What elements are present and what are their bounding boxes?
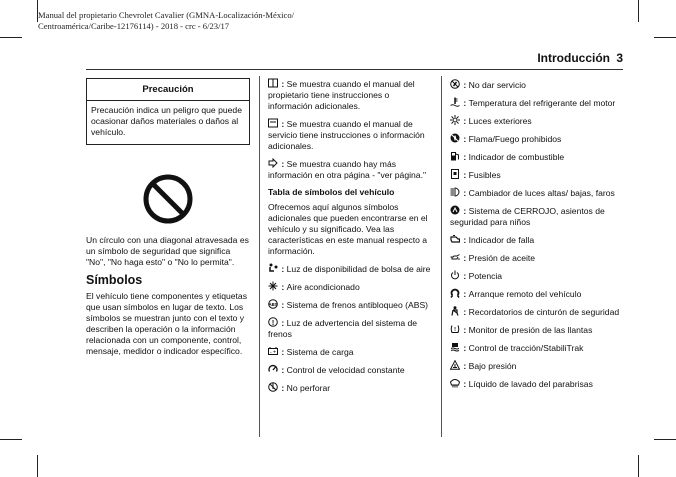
symbol-description: Líquido de lavado del parabrisas — [468, 379, 593, 389]
exterior-lamps-icon — [450, 115, 460, 125]
svg-text:ABS: ABS — [268, 301, 278, 307]
fuses-icon — [450, 169, 460, 179]
column-3 — [450, 79, 624, 396]
symbol-description: Sistema de frenos antibloqueo (ABS) — [286, 300, 429, 310]
symbol-description: Temperatura del refrigerante del motor — [468, 98, 616, 108]
column-1 — [86, 78, 250, 363]
low-pressure-icon — [450, 360, 460, 370]
oil-pressure-icon — [450, 252, 460, 262]
symbol-description: Aire acondicionado — [286, 282, 360, 292]
symbol-entry: : Se muestra cuando el manual de servicio tiene instrucciones o información adicionales. — [268, 119, 425, 151]
abs-icon — [268, 299, 278, 309]
symbol-entry: : Temperatura del refrigerante del motor — [450, 97, 624, 109]
high-beam-icon — [450, 187, 460, 197]
crop-mark — [0, 439, 22, 440]
table-intro: Ofrecemos aquí algunos símbolos adicionales que pueden encontrarse en el vehículo y su significado. Vea las características en este manual respecto a información. — [268, 202, 428, 256]
symbol-entry: : Sistema de CERROJO, asientos de seguridad para niños — [450, 206, 605, 227]
no-sign-icon — [142, 173, 194, 225]
symbol-entry: : Fusibles — [450, 169, 624, 181]
air-conditioning-icon — [268, 281, 278, 291]
crop-mark — [638, 0, 639, 22]
symbol-entry: : Luces exteriores — [450, 115, 624, 127]
crop-mark — [638, 455, 639, 477]
symbol-entry: : Cambiador de luces altas/ bajas, faros — [450, 187, 624, 199]
document-meta: Manual del propietario Chevrolet Cavalier (GMNA-Localización-México/ Centroamérica/Caribe-12176114) - 2018 - crc - 6/23/17 — [38, 10, 295, 31]
symbol-description: Bajo presión — [468, 361, 517, 371]
owner-manual-icon — [268, 78, 278, 88]
symbol-entry: : Indicador de falla — [450, 234, 624, 246]
no-sign-description: Un círculo con una diagonal atravesada es un símbolo de seguridad que significa "No", "No haga esto" o "No lo permita". — [86, 235, 249, 267]
symbol-description: Sistema de carga — [286, 347, 354, 357]
seatbelt-icon — [450, 306, 460, 316]
symbol-entry: - + : Sistema de carga — [268, 346, 434, 358]
symbol-entry: : Presión de aceite — [450, 252, 624, 264]
symbol-description: Presión de aceite — [468, 253, 536, 263]
fuel-gauge-icon — [450, 151, 460, 161]
symbol-description: Luces exteriores — [468, 116, 532, 126]
symbols-heading: Símbolos — [86, 273, 143, 287]
symbol-description: Se muestra cuando hay más información en otra página - "ver página." — [268, 159, 427, 180]
symbol-description: Control de tracción/StabiliTrak — [468, 343, 584, 353]
symbol-description: Se muestra cuando el manual del propietario tiene instrucciones o información adicionales. — [268, 79, 415, 111]
symbol-description: Arranque remoto del vehículo — [468, 289, 582, 299]
symbol-description: Monitor de presión de las llantas — [468, 325, 593, 335]
symbol-description: Flama/Fuego prohibidos — [468, 134, 562, 144]
symbol-description: Luz de advertencia del sistema de frenos — [268, 318, 418, 339]
cruise-control-icon — [268, 364, 278, 374]
column-divider — [441, 76, 442, 437]
section-title: Introducción — [537, 51, 610, 65]
remote-start-icon — [450, 288, 460, 298]
symbol-entry: : Se muestra cuando hay más información en otra página - "ver página." — [268, 159, 427, 180]
svg-text:- +: - + — [270, 349, 276, 356]
page-number: 3 — [616, 51, 623, 65]
crop-mark — [654, 37, 676, 38]
symbol-description: Fusibles — [468, 170, 501, 180]
header-rule — [86, 69, 623, 70]
power-icon — [450, 270, 460, 280]
symbol-entry: : Aire acondicionado — [268, 281, 434, 293]
do-not-service-icon — [450, 79, 460, 89]
latch-icon — [450, 205, 460, 215]
symbol-entry: : Flama/Fuego prohibidos — [450, 133, 624, 145]
symbol-description: No dar servicio — [468, 80, 526, 90]
symbol-entry: : Se muestra cuando el manual del propietario tiene instrucciones o información adicionales. — [268, 79, 415, 111]
crop-mark — [37, 455, 38, 477]
symbol-entry: : Líquido de lavado del parabrisas — [450, 378, 624, 390]
symbol-entry: : No perforar — [268, 382, 434, 394]
svg-text:!: ! — [271, 319, 275, 327]
symbol-entry: : Recordatorios de cinturón de seguridad — [450, 306, 624, 318]
symbol-description: Se muestra cuando el manual de servicio tiene instrucciones o información adicionales. — [268, 119, 425, 151]
arrow-right-icon — [268, 158, 278, 168]
symbol-description: Indicador de falla — [468, 235, 535, 245]
symbol-entry: ABS : Sistema de frenos antibloqueo (ABS) — [268, 300, 429, 310]
symbol-entry: : Indicador de combustible — [450, 151, 624, 163]
symbol-entry: : No dar servicio — [450, 79, 624, 91]
column-divider — [259, 76, 260, 437]
crop-mark — [654, 439, 676, 440]
caution-box — [86, 78, 250, 145]
do-not-puncture-icon — [268, 382, 278, 392]
tire-pressure-icon — [450, 324, 460, 334]
symbol-entry: : Luz de disponibilidad de bolsa de aire — [268, 263, 434, 275]
caution-title: Precaución — [87, 79, 249, 101]
table-title: Tabla de símbolos del vehículo — [268, 187, 395, 197]
symbol-description: Sistema de CERROJO, asientos de seguridad para niños — [450, 206, 605, 227]
symbol-description: Recordatorios de cinturón de seguridad — [468, 307, 620, 317]
coolant-temp-icon — [450, 97, 460, 107]
check-engine-icon — [450, 234, 460, 244]
crop-mark — [0, 37, 22, 38]
symbol-description: Potencia — [468, 271, 503, 281]
symbol-entry: : Arranque remoto del vehículo — [450, 288, 624, 300]
symbol-description: Luz de disponibilidad de bolsa de aire — [286, 264, 431, 274]
svg-text:!: ! — [454, 327, 456, 333]
symbol-description: Cambiador de luces altas/ bajas, faros — [468, 188, 615, 198]
battery-icon — [268, 346, 278, 356]
washer-fluid-icon — [450, 378, 460, 388]
symbol-description: No perforar — [286, 383, 331, 393]
symbol-description: Indicador de combustible — [468, 152, 565, 162]
brake-warning-icon — [268, 317, 278, 327]
symbol-entry: : Control de velocidad constante — [268, 364, 434, 376]
airbag-icon — [268, 263, 278, 273]
column-2 — [268, 78, 434, 400]
symbol-entry: ! : Luz de advertencia del sistema de frenos — [268, 318, 418, 339]
caution-body: Precaución indica un peligro que puede ocasionar daños materiales o daños al vehículo. — [91, 105, 242, 137]
symbol-entry: : Bajo presión — [450, 360, 624, 372]
service-manual-icon — [268, 118, 278, 128]
no-flame-icon — [450, 133, 460, 143]
traction-control-icon — [450, 342, 460, 352]
symbol-description: Control de velocidad constante — [286, 365, 405, 375]
symbols-intro: El vehículo tiene componentes y etiquetas que usan símbolos en lugar de texto. Los símbolos se muestran junto con el texto y describen la operación o la información relacionada con un componente, control, mensaje, medidor o indicador específico. — [86, 291, 247, 356]
symbol-entry: : Control de tracción/StabiliTrak — [450, 342, 624, 354]
symbol-entry: ! : Monitor de presión de las llantas — [450, 324, 624, 336]
symbol-entry: : Potencia — [450, 270, 624, 282]
